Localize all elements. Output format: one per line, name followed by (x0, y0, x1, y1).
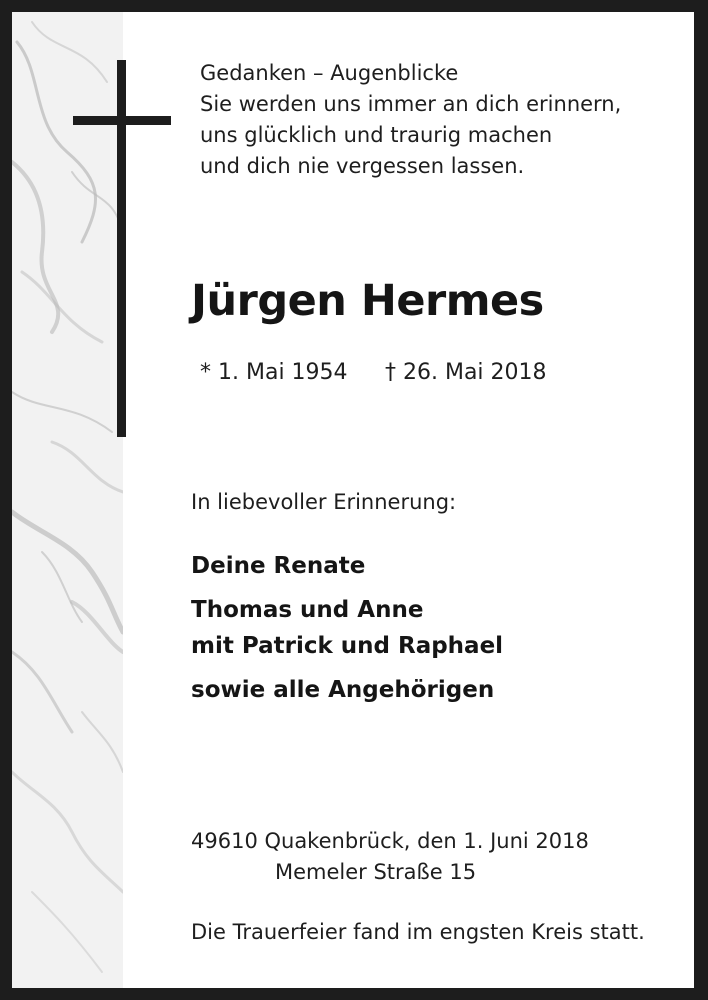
latin-cross-icon-crossbar (73, 116, 171, 125)
mourner-line: sowie alle Angehörigen (191, 677, 495, 703)
poem-line: Gedanken – Augenblicke (200, 61, 459, 85)
mourner-line: Thomas und Anne (191, 597, 424, 623)
birth-date: * 1. Mai 1954 (200, 360, 348, 385)
death-date: † 26. Mai 2018 (385, 360, 547, 385)
memorial-intro: In liebevoller Erinnerung: (191, 490, 457, 514)
address-block (191, 826, 589, 888)
deceased-name: Jürgen Hermes (191, 276, 544, 326)
poem-line: Sie werden uns immer an dich erinnern, (200, 92, 622, 116)
poem-line: und dich nie vergessen lassen. (200, 154, 525, 178)
address-street: Memeler Straße 15 (275, 860, 477, 884)
funeral-notice: Die Trauerfeier fand im engsten Kreis statt. (191, 920, 645, 944)
poem (200, 58, 621, 182)
mourner-line: Deine Renate (191, 553, 366, 579)
marble-texture (12, 12, 123, 988)
mourners-list (191, 548, 503, 708)
poem-line: uns glücklich und traurig machen (200, 123, 553, 147)
address-city-date: 49610 Quakenbrück, den 1. Juni 2018 (191, 829, 589, 853)
mourner-line: mit Patrick und Raphael (191, 633, 504, 659)
marble-strip (12, 12, 123, 988)
